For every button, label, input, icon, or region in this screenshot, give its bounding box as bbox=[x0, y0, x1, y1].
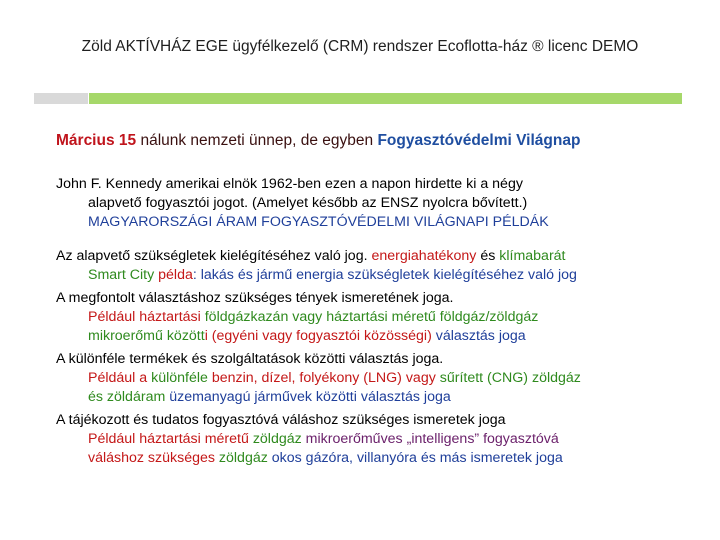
right-2-example-1 bbox=[56, 308, 696, 327]
right-3-main: A különféle termékek és szolgáltatások közötti választás joga. bbox=[56, 351, 444, 367]
right-4-ex2-a: váláshoz szükséges bbox=[88, 450, 219, 466]
page-title: Zöld AKTÍVHÁZ EGE ügyfélkezelő (CRM) rendszer Ecoflotta-ház ® licenc DEMO bbox=[81, 38, 639, 55]
right-1-example-b: példa bbox=[158, 267, 193, 283]
slide-content bbox=[56, 131, 696, 472]
accent-bar-gray bbox=[34, 93, 88, 104]
right-1-climate: klímabarát bbox=[499, 248, 566, 264]
right-item-1 bbox=[56, 247, 696, 285]
right-2-ex2-a: mikroerőmű között bbox=[88, 328, 205, 344]
right-1-example-a: Smart City bbox=[88, 267, 159, 283]
right-3-example-1 bbox=[56, 369, 696, 388]
right-2-ex2-c: választás joga bbox=[431, 328, 526, 344]
right-1-example bbox=[56, 266, 696, 285]
right-3-ex2-a: és zöldáram bbox=[88, 389, 166, 405]
intro-paragraph bbox=[56, 175, 696, 232]
headline-date: Március 15 bbox=[56, 132, 137, 149]
right-3-ex1-d: sűrített (CNG) zöldgáz bbox=[439, 370, 581, 386]
right-1-main bbox=[56, 247, 696, 266]
right-1-energy: energiahatékony bbox=[371, 248, 477, 264]
right-3-ex1-b: különféle bbox=[151, 370, 208, 386]
right-4-main: A tájékozott és tudatos fogyasztóvá váláshoz szükséges ismeretek joga bbox=[56, 412, 506, 428]
right-3-example-2 bbox=[56, 388, 696, 407]
right-item-3 bbox=[56, 350, 696, 407]
headline-text: nálunk nemzeti ünnep, de egyben bbox=[136, 132, 378, 149]
intro-line-1: John F. Kennedy amerikai elnök 1962-ben ezen a napon hirdette ki a négy bbox=[56, 176, 523, 192]
right-1-text: Az alapvető szükségletek kielégítéséhez való jog. bbox=[56, 248, 372, 264]
right-4-ex1-b: zöldgáz bbox=[252, 431, 302, 447]
headline bbox=[56, 131, 696, 150]
right-2-example-2 bbox=[56, 327, 696, 346]
right-2-ex2-b: i (egyéni vagy fogyasztói közösségi) bbox=[204, 328, 432, 344]
right-item-4 bbox=[56, 411, 696, 468]
right-2-main: A megfontolt választáshoz szükséges tények ismeretének joga. bbox=[56, 290, 454, 306]
right-4-example-2 bbox=[56, 449, 696, 468]
headline-day: Fogyasztóvédelmi Világnap bbox=[377, 132, 581, 149]
right-4-ex2-b: zöldgáz bbox=[218, 450, 268, 466]
right-4-ex2-c: okos gázóra, villanyóra és más ismeretek joga bbox=[267, 450, 563, 466]
right-3-ex1-c: benzin, dízel, folyékony (LNG) vagy bbox=[207, 370, 440, 386]
right-1-and: és bbox=[476, 248, 500, 264]
right-1-example-c: : lakás és jármű energia szükségletek kielégítéséhez való jog bbox=[192, 267, 577, 283]
right-2-ex1-b: földgázkazán vagy háztartási méretű földgáz/zöldgáz bbox=[204, 309, 539, 325]
right-4-ex1-a: Például háztartási méretű bbox=[88, 431, 253, 447]
right-3-ex1-a: Például a bbox=[88, 370, 152, 386]
right-4-example-1 bbox=[56, 430, 696, 449]
accent-bar-green bbox=[89, 93, 682, 104]
intro-line-3: MAGYARORSZÁGI ÁRAM FOGYASZTÓVÉDELMI VILÁGNAPI PÉLDÁK bbox=[88, 214, 549, 230]
intro-line-2: alapvető fogyasztói jogot. (Amelyet később az ENSZ nyolcra bővített.) bbox=[88, 195, 528, 211]
right-2-ex1-a: Például háztartási bbox=[88, 309, 205, 325]
right-item-2 bbox=[56, 289, 696, 346]
right-4-ex1-c: mikroerőműves „intelligens” fogyasztóvá bbox=[301, 431, 559, 447]
right-3-ex2-b: üzemanyagú járművek közötti választás joga bbox=[165, 389, 451, 405]
